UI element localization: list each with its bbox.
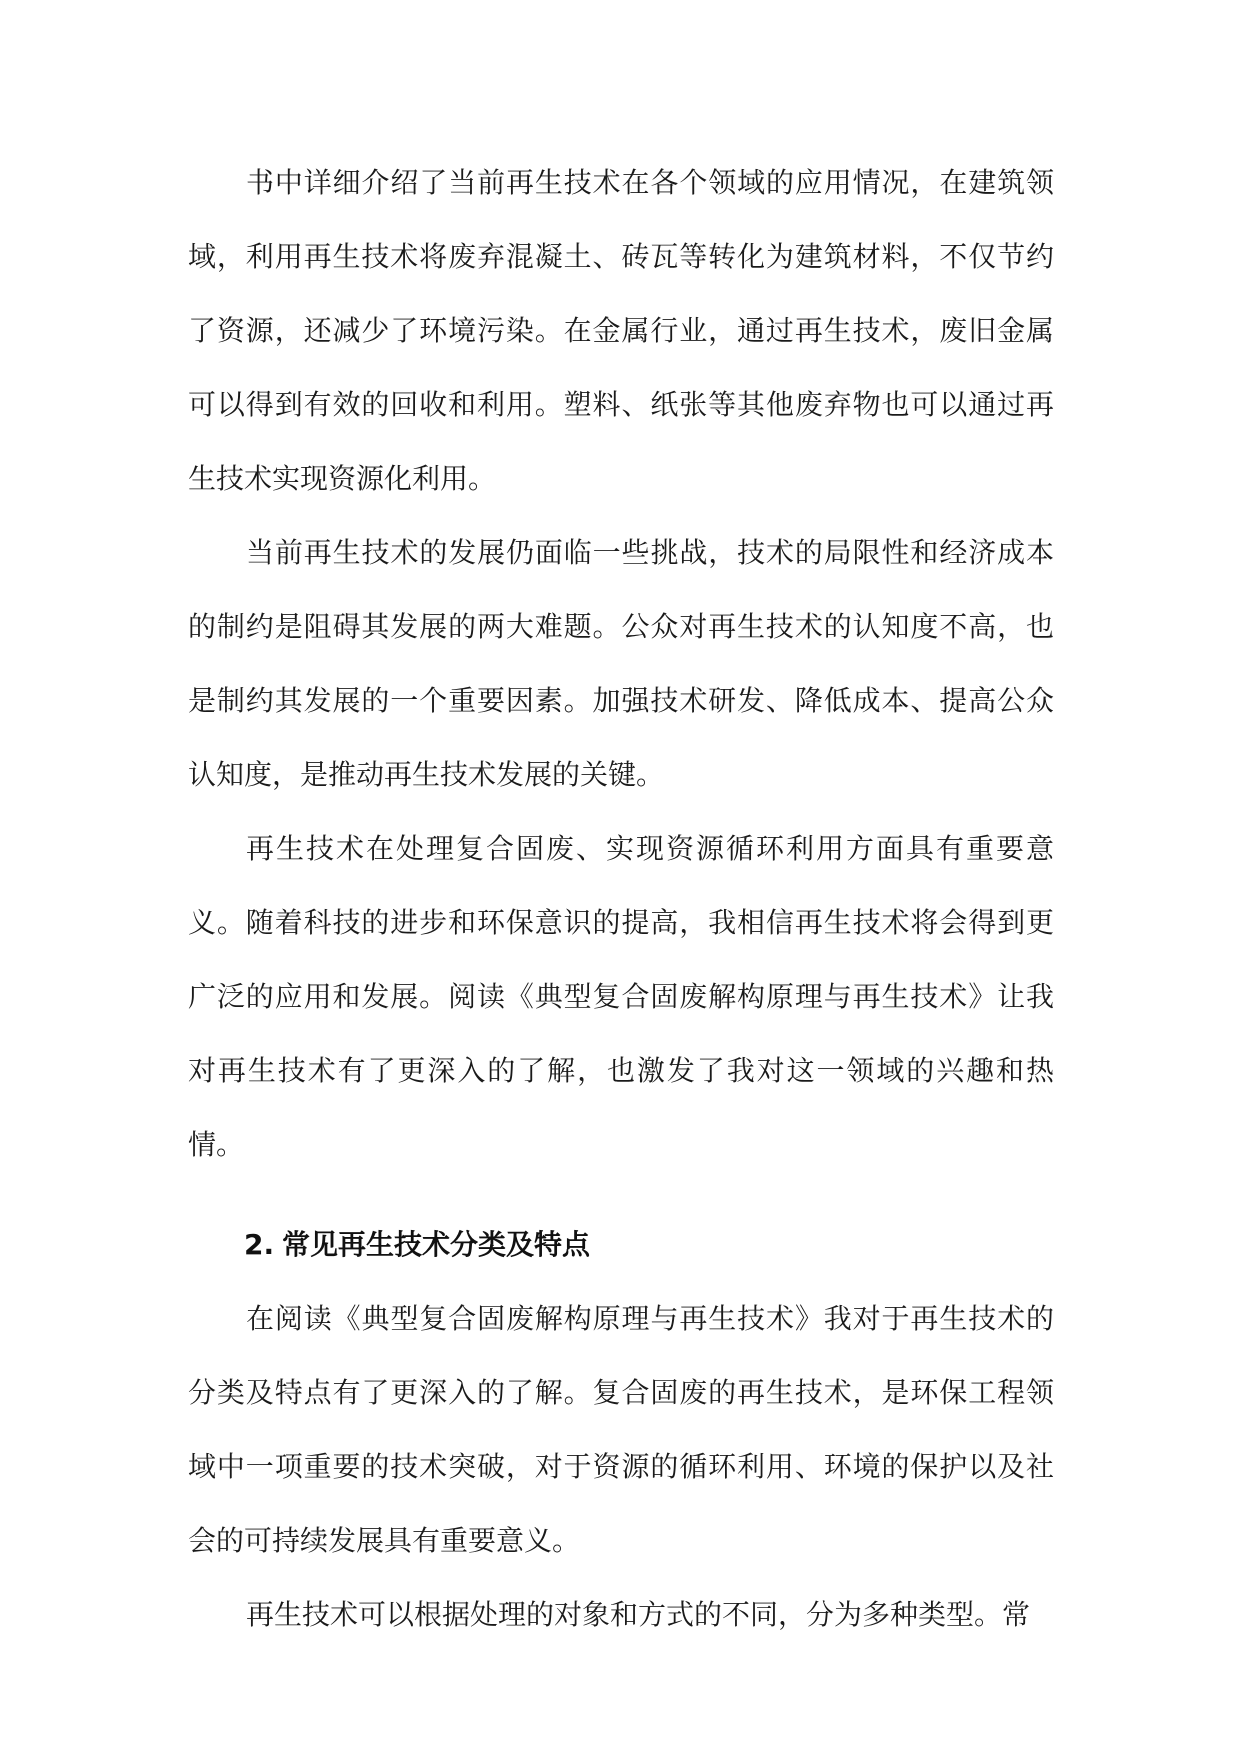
paragraph-significance: 再生技术在处理复合固废、实现资源循环利用方面具有重要意义。随着科技的进步和环保意识的提高，我相信再生技术将会得到更广泛的应用和发展。阅读《典型复合固废解构原理与再生技术》让我对再生技术有了更深入的了解，也激发了我对这一领域的兴趣和热情。 [188, 832, 1054, 1161]
section-number: 2. [244, 1228, 275, 1261]
section-heading [188, 1208, 1054, 1282]
paragraph-classification-types: 再生技术可以根据处理的对象和方式的不同，分为多种类型。常 [246, 1598, 1031, 1631]
section-title: 常见再生技术分类及特点 [282, 1228, 591, 1261]
paragraph-classification-intro: 在阅读《典型复合固废解构原理与再生技术》我对于再生技术的分类及特点有了更深入的了解。复合固废的再生技术，是环保工程领域中一项重要的技术突破，对于资源的循环利用、环境的保护以及社会的可持续发展具有重要意义。 [188, 1302, 1054, 1557]
document-body [188, 146, 1054, 1652]
paragraph-challenges: 当前再生技术的发展仍面临一些挑战，技术的局限性和经济成本的制约是阻碍其发展的两大难题。公众对再生技术的认知度不高，也是制约其发展的一个重要因素。加强技术研发、降低成本、提高公众认知度，是推动再生技术发展的关键。 [188, 536, 1054, 791]
paragraph-applications: 书中详细介绍了当前再生技术在各个领域的应用情况，在建筑领域，利用再生技术将废弃混凝土、砖瓦等转化为建筑材料，不仅节约了资源，还减少了环境污染。在金属行业，通过再生技术，废旧金属可以得到有效的回收和利用。塑料、纸张等其他废弃物也可以通过再生技术实现资源化利用。 [188, 166, 1054, 495]
